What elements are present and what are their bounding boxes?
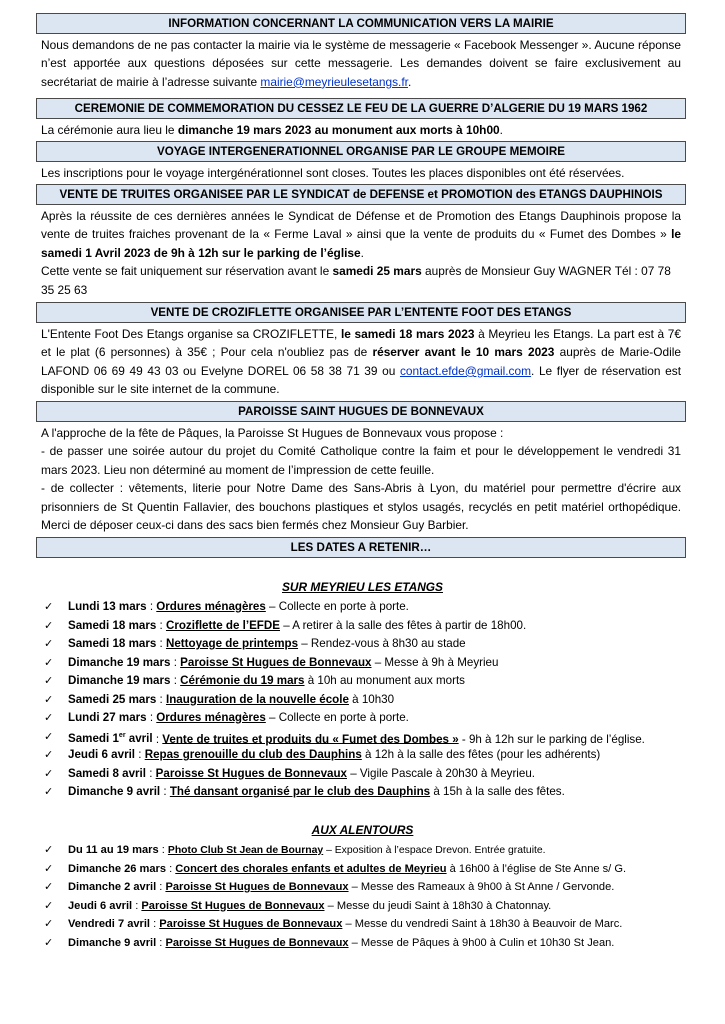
list-item: ✓ Samedi 25 mars : Inauguration de la nouvelle école à 10h30 (44, 691, 684, 710)
check-icon: ✓ (44, 881, 54, 893)
body-text: Cette vente se fait uniquement sur réservation avant le (41, 264, 333, 279)
event-date: Dimanche 19 mars (68, 655, 171, 669)
body-text: Les inscriptions pour le voyage intergénérationnel sont closes. Toutes les places disponibles ont été réservées. (41, 166, 625, 180)
body-text: . (499, 123, 503, 137)
section-header: VENTE DE CROZIFLETTE ORGANISEE PAR L’ENTENTE FOOT DES ETANGS (36, 302, 686, 323)
check-icon: ✓ (44, 786, 54, 798)
event-date (68, 732, 153, 745)
event-date: Samedi 25 mars (68, 692, 157, 706)
section-communication (36, 13, 686, 91)
body-text: à Meyrieu les Etangs. La part est à 7€ et le plat (6 personnes) à 35€ ; Pour cela n'oubliez pas de (41, 327, 682, 360)
list-item: ✓ Dimanche 19 mars : Paroisse St Hugues de Bonnevaux – Messe à 9h à Meyrieu (44, 654, 684, 673)
list-item: ✓ Samedi 18 mars : Nettoyage de printemps – Rendez-vous à 8h30 au stade (44, 635, 684, 654)
body-text: . (407, 74, 412, 89)
event-detail: – Messe des Rameaux à 9h00 à St Anne / Gervonde. (348, 881, 615, 893)
body-text: . Le flyer de réservation est disponible sur le site internet de la commune. (41, 363, 682, 397)
check-icon: ✓ (44, 675, 54, 687)
body-bold: le samedi 18 mars 2023 (340, 327, 475, 341)
section-paroisse (36, 401, 686, 534)
event-name: Repas grenouille du club des Dauphins (144, 748, 362, 761)
event-date: Dimanche 19 mars (68, 674, 171, 687)
section-body (36, 422, 686, 534)
event-date: Samedi 8 avril (68, 766, 146, 780)
check-icon: ✓ (44, 936, 54, 949)
event-date-day: Samedi 1 (68, 732, 119, 746)
list-item: ✓ Lundi 13 mars : Ordures ménagères – Collecte en porte à porte. (44, 598, 684, 617)
body-text: L'Entente Foot Des Etangs organise sa CROZIFLETTE, (41, 327, 341, 341)
body-bold: réserver avant le 10 mars 2023 (372, 345, 555, 360)
section-body (36, 119, 686, 139)
list-item: ✓ Vendredi 7 avril : Paroisse St Hugues de Bonnevaux – Messe du vendredi Saint à 18h30 à Beauvoir de Marc. (44, 915, 684, 934)
list-item: ✓ Samedi 18 mars : Croziflette de l’EFDE – A retirer à la salle des fêtes à partir de 18h00. (44, 617, 684, 636)
event-detail: – Messe du vendredi Saint à 18h30 à Beauvoir de Marc. (342, 918, 623, 930)
event-date: Samedi 18 mars (68, 637, 157, 650)
event-name: Cérémonie du 19 mars (180, 674, 305, 687)
check-icon: ✓ (44, 749, 54, 761)
body-text: La cérémonie aura lieu le (41, 123, 178, 137)
alentours-subtitle: AUX ALENTOURS (311, 823, 414, 837)
check-icon: ✓ (44, 862, 54, 875)
event-name: Croziflette de l’EFDE (165, 618, 280, 632)
check-icon: ✓ (44, 918, 54, 930)
event-date: Jeudi 6 avril (68, 748, 136, 761)
body-bold: dimanche 19 mars 2023 au monument aux morts à 10h00 (177, 123, 500, 137)
body-bold: samedi 25 mars (332, 264, 422, 279)
check-icon: ✓ (44, 899, 54, 912)
section-dates (36, 537, 686, 558)
event-detail: – Rendez-vous à 8h30 au stade (298, 637, 466, 650)
list-item: ✓ Lundi 27 mars : Ordures ménagères – Collecte en porte à porte. (44, 709, 684, 728)
list-item: ✓ Samedi 8 avril : Paroisse St Hugues de Bonnevaux – Vigile Pascale à 20h30 à Meyrieu. (44, 765, 684, 784)
event-name: Paroisse St Hugues de Bonnevaux (159, 918, 343, 930)
list-item: ✓ Samedi 1er avril : Vente de truites et produits du « Fumet des Dombes » - 9h à 12h sur le parking de l’église. (44, 728, 684, 747)
check-icon: ✓ (44, 601, 54, 613)
list-item: ✓ Dimanche 2 avril : Paroisse St Hugues de Bonnevaux – Messe des Rameaux à 9h00 à St Anne / Gervonde. (44, 878, 684, 897)
body-text: auprès de Marie-Odile LAFOND 06 69 49 43 03 ou Evelyne DOREL 06 58 38 71 39 ou (41, 345, 681, 378)
event-date: Lundi 27 mars (68, 711, 147, 724)
event-detail: à 10h30 (348, 692, 395, 706)
event-date: Jeudi 6 avril (68, 899, 133, 912)
event-name: Paroisse St Hugues de Bonnevaux (155, 766, 348, 780)
body-text: Après la réussite de ces dernières années le Syndicat de Défense et de Promotion des Etangs Dauphinois propose la vente de truites fraiches provenant de la « Ferme Laval » ainsi que la vente de produits du « Fumet des Dombes » (41, 209, 681, 242)
event-name: Ordures ménagères (156, 600, 266, 613)
section-header: LES DATES A RETENIR… (36, 537, 686, 558)
event-name: Vente de truites et produits du « Fumet des Dombes » (162, 732, 459, 746)
list-item: ✓ Du 11 au 19 mars : Photo Club St Jean de Bournay – Exposition à l’espace Drevon. Entrée gratuite. (44, 841, 684, 860)
list-item: ✓ Dimanche 9 avril : Paroisse St Hugues de Bonnevaux – Messe de Pâques à 9h00 à Culin et 10h30 St Jean. (44, 934, 684, 953)
event-date-month: avril (125, 732, 153, 746)
section-body (36, 323, 686, 399)
event-detail: à 10h au monument aux morts (304, 674, 465, 687)
efde-email-link[interactable]: contact.efde@gmail.com (399, 363, 532, 378)
event-detail: – Messe de Pâques à 9h00 à Culin et 10h30 St Jean. (348, 936, 615, 949)
event-detail: – Exposition à l’espace Drevon. Entrée gratuite. (323, 845, 546, 856)
event-detail: à 12h à la salle des fêtes (pour les adhérents) (361, 748, 601, 761)
event-date: Lundi 13 mars (68, 600, 147, 613)
body-bold: le samedi 1 Avril 2023 de 9h à 12h sur le parking de l’église (41, 227, 681, 260)
check-icon: ✓ (44, 730, 54, 743)
event-date-sup: er (118, 732, 126, 740)
event-date: Samedi 18 mars (68, 618, 157, 632)
section-ceremonie (36, 98, 686, 139)
event-date: Vendredi 7 avril (68, 918, 151, 930)
event-date: Dimanche 2 avril (68, 881, 157, 893)
list-item: ✓ Dimanche 26 mars : Concert des chorales enfants et adultes de Meyrieu à 16h00 à l’église de Ste Anne s/ G. (44, 860, 684, 879)
section-header: VOYAGE INTERGENERATIONNEL ORGANISE PAR LE GROUPE MEMOIRE (36, 141, 686, 162)
event-detail: – Messe à 9h à Meyrieu (371, 655, 499, 669)
section-header: INFORMATION CONCERNANT LA COMMUNICATION VERS LA MAIRIE (36, 13, 686, 34)
event-name: Thé dansant organisé par le club des Dauphins (169, 785, 431, 798)
section-header: PAROISSE SAINT HUGUES DE BONNEVAUX (36, 401, 686, 422)
section-truites (36, 184, 686, 299)
section-header: VENTE DE TRUITES ORGANISEE PAR LE SYNDICAT de DEFENSE et PROMOTION des ETANGS DAUPHINOIS (36, 184, 686, 205)
body-text: auprès de Monsieur Guy WAGNER Tél : 07 78 35 25 63 (41, 264, 671, 297)
check-icon: ✓ (44, 844, 54, 856)
event-name: Nettoyage de printemps (165, 637, 299, 650)
event-name: Photo Club St Jean de Bournay (167, 845, 324, 856)
section-body (36, 205, 686, 299)
event-detail: – Collecte en porte à porte. (265, 600, 409, 613)
event-date: Dimanche 9 avril (68, 936, 157, 949)
check-icon: ✓ (44, 656, 54, 669)
meyrieu-list (44, 598, 684, 802)
body-text: A l'approche de la fête de Pâques, la Paroisse St Hugues de Bonnevaux vous propose : (41, 426, 504, 440)
section-body (36, 162, 686, 182)
event-detail: – Messe du jeudi Saint à 18h30 à Chatonnay. (324, 899, 552, 912)
section-body (36, 34, 686, 91)
event-detail: – A retirer à la salle des fêtes à partir de 18h00. (280, 618, 527, 632)
body-text: - de passer une soirée autour du projet du Comité Catholique contre la faim et pour le développement le vendredi 31 mars 2023. Lieu non déterminé au moment de l’impression de cette feuille. (41, 444, 681, 477)
list-item: ✓ Jeudi 6 avril : Repas grenouille du club des Dauphins à 12h à la salle des fêtes (pour les adhérents) (44, 746, 684, 765)
mairie-email-link[interactable]: mairie@meyrieulesetangs.fr (260, 74, 408, 89)
event-name: Paroisse St Hugues de Bonnevaux (141, 899, 325, 912)
event-detail: à 16h00 à l’église de Ste Anne s/ G. (446, 862, 627, 875)
section-voyage (36, 141, 686, 182)
body-text: - de collecter : vêtements, literie pour Notre Dame des Sans-Abris à Lyon, du matériel pour permettre d'écrire aux prisonniers de St Quentin Fallavier, des bouchons plastiques et stylos usagés, recyclés en petit matériel orthopédique. Merci de déposer ceux-ci dans des sacs bien fermés chez Monsieur Guy Barbier. (41, 481, 681, 533)
meyrieu-subtitle: SUR MEYRIEU LES ETANGS (282, 580, 443, 594)
event-date: Du 11 au 19 mars (68, 844, 159, 856)
event-date: Dimanche 9 avril (68, 785, 161, 798)
check-icon: ✓ (44, 712, 54, 724)
list-item: ✓ Dimanche 19 mars : Cérémonie du 19 mars à 10h au monument aux morts (44, 672, 684, 691)
body-text: . (360, 245, 364, 260)
event-detail: - 9h à 12h sur le parking de l’église. (458, 732, 645, 746)
event-name: Inauguration de la nouvelle école (165, 692, 349, 706)
check-icon: ✓ (44, 638, 54, 650)
event-name: Concert des chorales enfants et adultes de Meyrieu (175, 862, 447, 875)
event-date: Dimanche 26 mars (68, 862, 167, 875)
event-name: Paroisse St Hugues de Bonnevaux (165, 881, 349, 893)
alentours-list (44, 841, 684, 952)
section-croziflette (36, 302, 686, 399)
body-text: Nous demandons de ne pas contacter la mairie via le système de messagerie « Facebook Messenger ». Aucune réponse n’est apportée aux questions déposées sur cette messagerie. Les demandes doivent se faire exclusivement au secrétariat de mairie à l’adresse suivante (41, 38, 681, 89)
check-icon: ✓ (44, 693, 54, 706)
list-item: ✓ Jeudi 6 avril : Paroisse St Hugues de Bonnevaux – Messe du jeudi Saint à 18h30 à Chatonnay. (44, 897, 684, 916)
check-icon: ✓ (44, 767, 54, 780)
event-detail: à 15h à la salle des fêtes. (430, 785, 565, 798)
event-name: Paroisse St Hugues de Bonnevaux (180, 655, 372, 669)
list-item: ✓ Dimanche 9 avril : Thé dansant organisé par le club des Dauphins à 15h à la salle des fêtes. (44, 783, 684, 802)
section-header: CEREMONIE DE COMMEMORATION DU CESSEZ LE FEU DE LA GUERRE D’ALGERIE DU 19 MARS 1962 (36, 98, 686, 119)
check-icon: ✓ (44, 619, 54, 632)
event-detail: – Collecte en porte à porte. (265, 711, 409, 724)
event-name: Ordures ménagères (156, 711, 266, 724)
event-detail: – Vigile Pascale à 20h30 à Meyrieu. (347, 766, 535, 780)
event-name: Paroisse St Hugues de Bonnevaux (165, 936, 349, 949)
